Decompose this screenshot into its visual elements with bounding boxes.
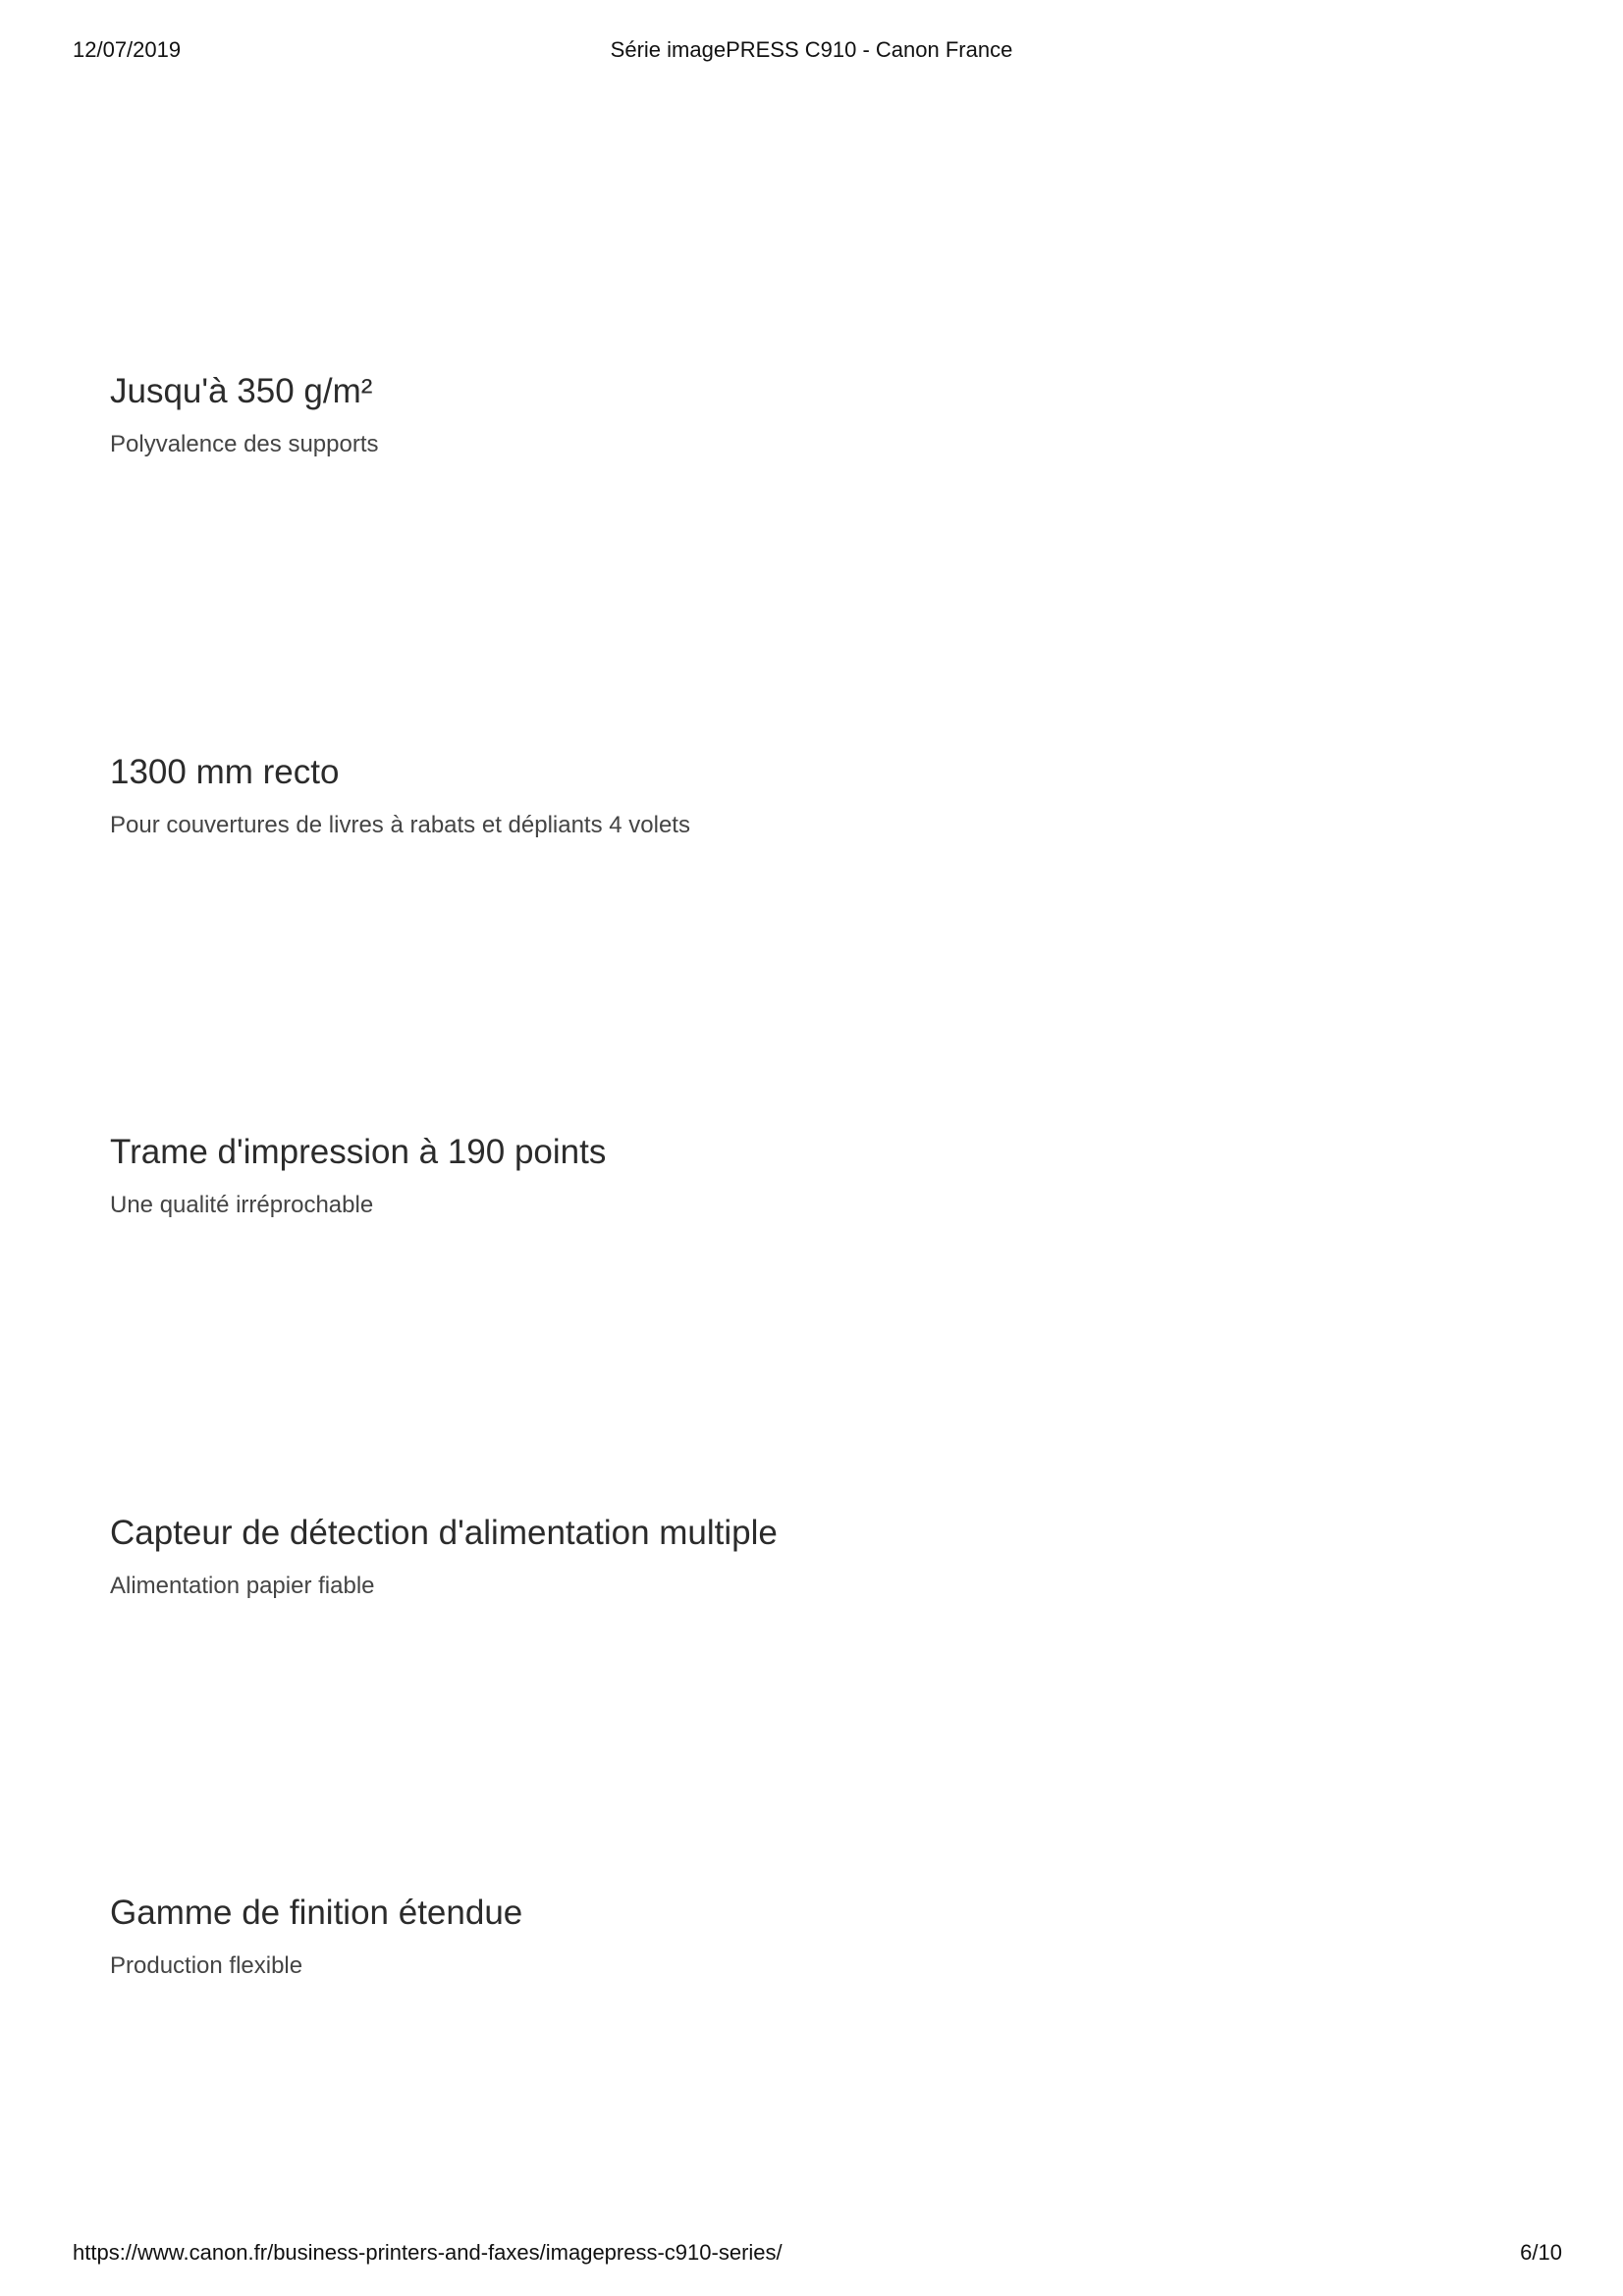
feature-description: Polyvalence des supports	[110, 431, 379, 457]
feature-description: Alimentation papier fiable	[110, 1573, 375, 1599]
feature-description: Une qualité irréprochable	[110, 1192, 374, 1218]
feature-title: Jusqu'à 350 g/m²	[110, 372, 373, 410]
feature-description: Pour couvertures de livres à rabats et dépliants 4 volets	[110, 812, 690, 838]
feature-title: Trame d'impression à 190 points	[110, 1133, 607, 1171]
page-title: Série imagePRESS C910 - Canon France	[610, 37, 1013, 62]
feature-title: Capteur de détection d'alimentation multiple	[110, 1514, 778, 1552]
feature-title: Gamme de finition étendue	[110, 1894, 523, 1932]
page-number: 6/10	[1520, 2240, 1562, 2265]
feature-item	[110, 371, 1485, 459]
feature-description: Production flexible	[110, 1952, 303, 1979]
feature-item	[110, 752, 1485, 840]
feature-item	[110, 1893, 1485, 1981]
feature-item	[110, 1513, 1485, 1601]
feature-item	[110, 1132, 1485, 1220]
print-date: 12/07/2019	[73, 37, 182, 62]
feature-title: 1300 mm recto	[110, 753, 340, 791]
page-url: https://www.canon.fr/business-printers-and-faxes/imagepress-c910-series/	[73, 2240, 783, 2265]
